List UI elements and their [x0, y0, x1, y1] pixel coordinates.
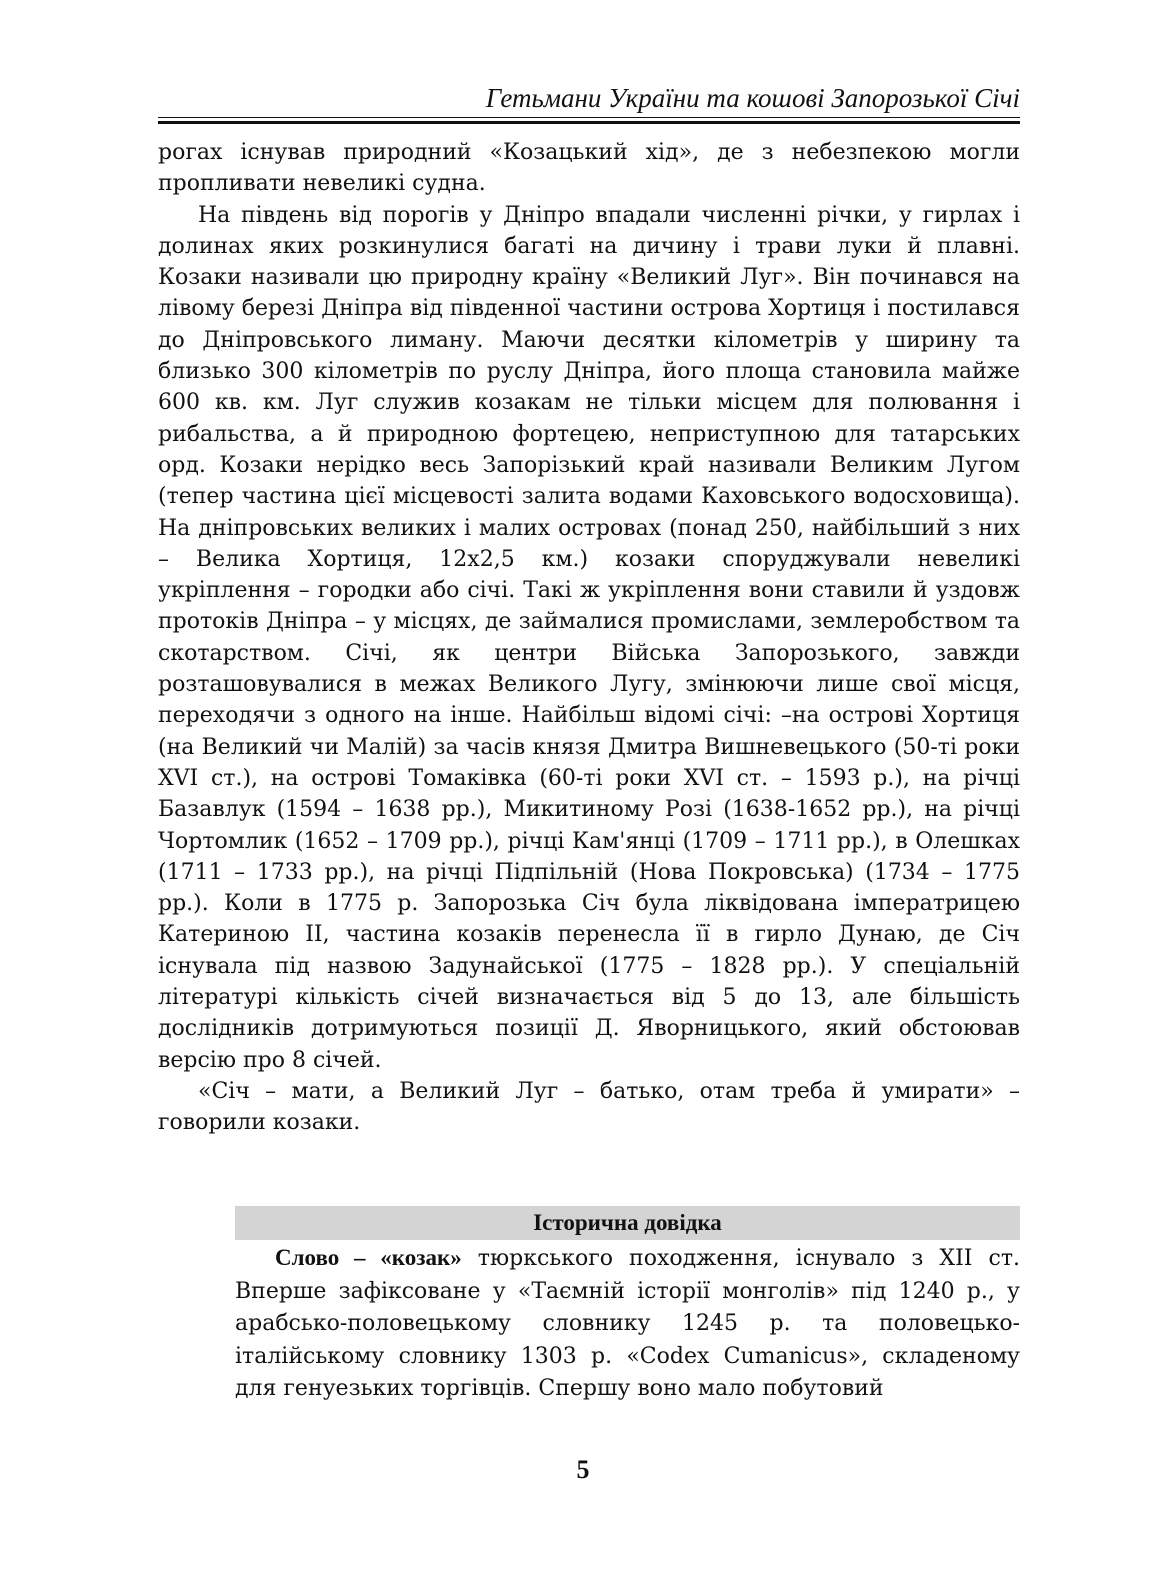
reference-text — [235, 1240, 1020, 1406]
page-number: 5 — [576, 1455, 590, 1484]
running-head-title: Гетьмани України та кошові Запорозької Січі — [485, 83, 1020, 113]
paragraph-continuation: рогах існував природний «Козацький хід», де з небезпекою могли пропливати невеликі судна. — [158, 140, 1020, 197]
reference-title: Історична довідка — [235, 1206, 1020, 1240]
body-text — [158, 137, 1020, 1139]
reference-lead-term: Слово – «козак» — [275, 1245, 462, 1270]
paragraph-quote: «Січ – мати, а Великий Луг – батько, отам треба й умирати» – говорили козаки. — [158, 1078, 1020, 1136]
historical-reference-box — [235, 1206, 1020, 1406]
reference-body: тюркського походження, існувало з XII ст. Вперше зафіксоване у «Таємній історії монголів» під 1240 р., у арабсько-половецькому словнику 1245 р. та половецько-італійському словнику 1303 р. «Codex Cumanicus», складеному для генуезьких торгівців. Спершу воно мало побутовий — [235, 1246, 1020, 1402]
paragraph-velykyi-luh: На південь від порогів у Дніпро впадали численні річки, у гирлах і долинах яких розкинулися багаті на дичину і трави луки й плавні. Козаки називали цю природну країну «Великий Луг». Він починався на лівому березі Дніпра від південної частини острова Хортиця і постилався до Дніпровського лиману. Маючи десятки кілометрів у ширину та близько 300 кілометрів по руслу Дніпра, його площа становила майже 600 кв. км. Луг служив козакам не тільки місцем для полювання і рибальства, а й природною фортецею, неприступною для татарських орд. Козаки нерідко весь Запорізький край називали Великим Лугом (тепер частина цієї місцевості залита водами Каховського водосховища). На дніпровських великих і малих островах (понад 250, найбільший з них – Велика Хортиця, 12х2,5 км.) козаки споруджували невеликі укріплення – городки або січі. Такі ж укріплення вони ставили й уздовж протоків Дніпра – у місцях, де займалися промислами, землеробством та скотарством. Січі, як центри Війська Запорозького, завжди розташовувалися в межах Великого Лугу, змінюючи лише свої місця, переходячи з одного на інше. Найбільш відомі січі: –на острові Хортиця (на Великий чи Малій) за часів князя Дмитра Вишневецького (50-ті роки XVI ст.), на острові Томаківка (60-ті роки XVI ст. – 1593 р.), на річці Базавлук (1594 – 1638 рр.), Микитиному Розі (1638-1652 рр.), на річці Чортомлик (1652 – 1709 рр.), річці Кам'янці (1709 – 1711 рр.), в Олешках (1711 – 1733 рр.), на річці Підпільній (Нова Покровська) (1734 – 1775 рр.). Коли в 1775 р. Запорозька Січ була ліквідована імператрицею Катериною ІІ, частина козаків перенесла її в гирло Дунаю, де Січ існувала під назвою Задунайської (1775 – 1828 рр.). У спеціальній літературі кількість січей визначається від 5 до 13, але більшість дослідників дотримуються позиції Д. Яворницького, який обстоював версію про 8 січей. — [158, 202, 1020, 1073]
header-rule-thin — [158, 117, 1020, 118]
header-rule-thick — [158, 121, 1020, 124]
